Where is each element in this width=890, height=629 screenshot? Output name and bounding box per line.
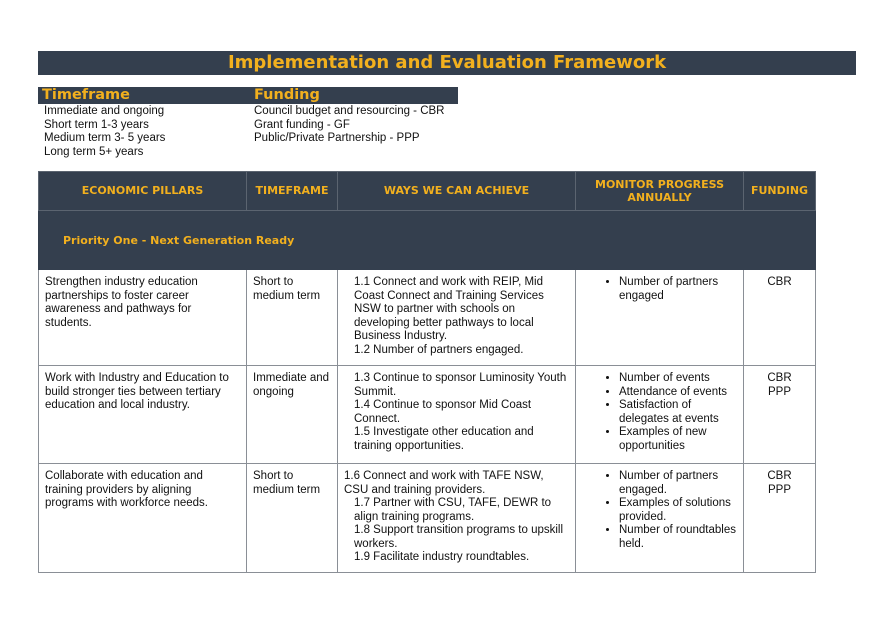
framework-table bbox=[38, 171, 816, 573]
header-ways: WAYS WE CAN ACHIEVE bbox=[338, 172, 576, 211]
header-monitor-progress: MONITOR PROGRESS ANNUALLY bbox=[576, 172, 744, 211]
pillar-cell: Strengthen industry education partnerships to foster career awareness and pathways for students. bbox=[39, 270, 247, 366]
page-title: Implementation and Evaluation Framework bbox=[38, 51, 856, 75]
funding-legend-list bbox=[254, 105, 445, 146]
ways-cell bbox=[338, 464, 576, 573]
table-row bbox=[39, 366, 816, 464]
table-row bbox=[39, 270, 816, 366]
monitor-item: • Number of partners engaged. bbox=[619, 470, 737, 497]
ways-item: 1.4 Continue to sponsor Mid Coast Connect. bbox=[354, 399, 532, 425]
timeframe-legend-heading: Timeframe bbox=[38, 87, 246, 104]
timeframe-legend-item: Immediate and ongoing bbox=[44, 105, 165, 117]
monitor-item: • Number of events bbox=[619, 372, 737, 386]
pillar-cell: Collaborate with education and training providers by aligning programs with workforce needs. bbox=[39, 464, 247, 573]
timeframe-legend-list bbox=[44, 105, 165, 159]
funding-cell bbox=[744, 366, 816, 464]
ways-item: 1.8 Support transition programs to upskill workers. bbox=[354, 524, 564, 550]
funding-code: CBR bbox=[767, 372, 792, 384]
monitor-item: • Examples of new opportunities bbox=[619, 426, 737, 453]
header-timeframe: TIMEFRAME bbox=[247, 172, 338, 211]
ways-cell bbox=[338, 366, 576, 464]
ways-item: 1.9 Facilitate industry roundtables. bbox=[354, 551, 530, 563]
monitor-item: • Satisfaction of delegates at events bbox=[619, 399, 737, 426]
priority-row bbox=[39, 211, 816, 270]
funding-code: PPP bbox=[767, 483, 791, 496]
funding-code: CBR bbox=[767, 276, 792, 288]
monitor-cell bbox=[576, 464, 744, 573]
ways-cell bbox=[338, 270, 576, 366]
ways-item: 1.7 Partner with CSU, TAFE, DEWR to align training programs. bbox=[354, 497, 552, 523]
timeframe-legend-item: Long term 5+ years bbox=[44, 145, 144, 158]
monitor-item: • Number of roundtables held. bbox=[619, 524, 737, 551]
ways-item: 1.6 Connect and work with TAFE NSW, CSU and training providers. bbox=[344, 470, 544, 496]
timeframe-legend-item: Short term 1-3 years bbox=[44, 118, 149, 131]
pillar-cell: Work with Industry and Education to build stronger ties between tertiary education and local industry. bbox=[39, 366, 247, 464]
monitor-cell bbox=[576, 270, 744, 366]
table-row bbox=[39, 464, 816, 573]
header-funding: FUNDING bbox=[744, 172, 816, 211]
ways-item: 1.5 Investigate other education and training opportunities. bbox=[354, 426, 534, 452]
funding-legend-heading: Funding bbox=[246, 87, 458, 104]
timeframe-cell: Immediate and ongoing bbox=[247, 366, 338, 464]
funding-cell bbox=[744, 464, 816, 573]
funding-code: CBR bbox=[767, 470, 792, 482]
funding-legend-item: Public/Private Partnership - PPP bbox=[254, 132, 420, 144]
ways-item: 1.3 Continue to sponsor Luminosity Youth Summit. bbox=[354, 372, 567, 398]
monitor-item: • Examples of solutions provided. bbox=[619, 497, 737, 524]
table-header-row bbox=[39, 172, 816, 211]
monitor-item: • Attendance of events bbox=[619, 386, 737, 400]
priority-label: Priority One - Next Generation Ready bbox=[39, 211, 816, 270]
header-economic-pillars: ECONOMIC PILLARS bbox=[39, 172, 247, 211]
monitor-cell bbox=[576, 366, 744, 464]
timeframe-legend-item: Medium term 3- 5 years bbox=[44, 132, 166, 144]
funding-legend-item: Grant funding - GF bbox=[254, 118, 350, 131]
funding-cell bbox=[744, 270, 816, 366]
timeframe-cell: Short to medium term bbox=[247, 270, 338, 366]
funding-legend-item: Council budget and resourcing - CBR bbox=[254, 105, 445, 117]
monitor-item: • Number of partners engaged bbox=[619, 276, 737, 303]
funding-code: PPP bbox=[767, 385, 791, 398]
timeframe-cell: Short to medium term bbox=[247, 464, 338, 573]
ways-item: 1.2 Number of partners engaged. bbox=[354, 343, 524, 356]
ways-item: 1.1 Connect and work with REIP, Mid Coast Connect and Training Services NSW to partner with schools on developing better pathways to local Business Industry. bbox=[354, 276, 544, 342]
